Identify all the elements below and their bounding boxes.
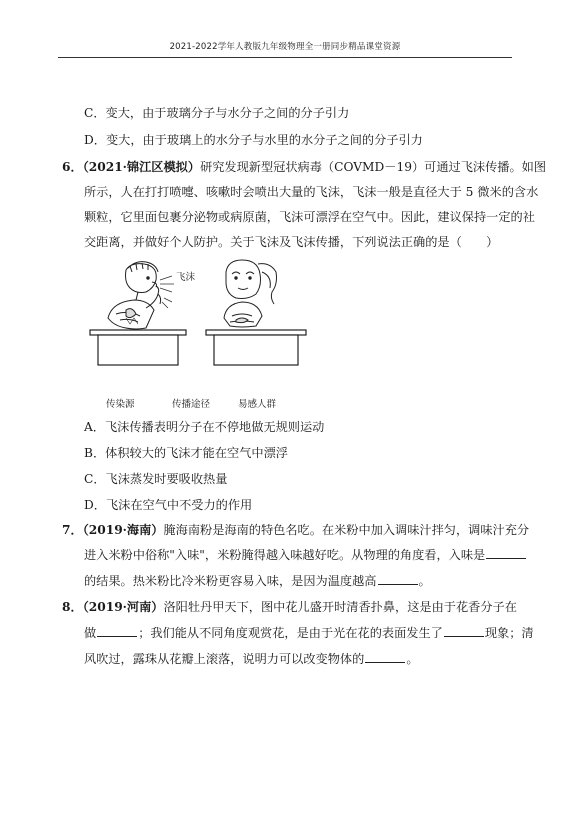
q8-stem-line3: [84, 650, 419, 668]
q7-text-2: 进入米粉中俗称"入味"，米粉腌得越入味越好吃。从物理的角度看，入味是: [84, 548, 486, 562]
q7-number: 7．: [62, 523, 83, 537]
q6-stem-line4: 交距离，并做好个人防护。关于飞沫及飞沫传播，下列说法正确的是（ ）: [84, 235, 499, 249]
q8-number: 8．: [62, 600, 83, 614]
label-infection-source: 传染源: [106, 399, 135, 410]
q6-text-1: 研究发现新型冠状病毒（COVMD－19）可通过飞沫传播。如图: [200, 160, 547, 174]
q8-answer-blank-2[interactable]: [444, 624, 484, 637]
q6-figure-drawing: [86, 258, 311, 410]
q8-answer-blank-3[interactable]: [365, 650, 405, 663]
q6-option-b: B．体积较大的飞沫才能在空气中漂浮: [84, 446, 288, 460]
q7-source: （2019·海南）: [82, 523, 164, 537]
q8-text-2c: 现象；清: [484, 626, 534, 640]
q6-option-d: D．飞沫在空气中不受力的作用: [84, 498, 253, 512]
label-susceptible-population: 易感人群: [238, 399, 277, 410]
q8-text-3b: 。: [406, 652, 419, 666]
q8-answer-blank-1[interactable]: [97, 624, 137, 637]
q8-stem-line1: [62, 598, 517, 616]
droplet-spray-lines: [160, 276, 174, 308]
droplet-label: 飞沫: [176, 272, 196, 283]
q7-answer-blank-1[interactable]: [486, 546, 526, 559]
q6-option-c: C．飞沫蒸发时要吸收热量: [84, 472, 228, 486]
q8-stem-line2: [84, 624, 534, 642]
q5-option-d: D．变大，由于玻璃上的水分子与水里的水分子之间的分子引力: [84, 133, 423, 147]
q7-stem-line1: [62, 521, 529, 539]
q7-text-3a: 的结果。热米粉比冷米粉更容易入味，是因为温度越高: [84, 574, 377, 588]
q8-source: （2019·河南）: [82, 600, 164, 614]
label-transmission-route: 传播途径: [172, 399, 211, 410]
header-divider: [58, 57, 512, 58]
q7-text-1: 腌海南粉是海南的特色名吃。在米粉中加入调味汁拌匀，调味汁充分: [163, 523, 530, 537]
q7-stem-line2: [84, 546, 527, 564]
q8-text-1: 洛阳牡丹甲天下，图中花儿盛开时清香扑鼻，这是由于花香分子在: [163, 600, 517, 614]
q6-stem-line2: 所示，人在打打喷嚏、咳嗽时会喷出大量的飞沫，飞沫一般是直径大于 5 微米的含水: [84, 185, 539, 199]
q6-figure-droplet-transmission: [86, 258, 311, 410]
q8-text-2a: 做: [84, 626, 97, 640]
q6-stem-line3: 颗粒，它里面包裹分泌物或病原菌，飞沫可漂浮在空气中。因此，建议保持一定的社: [84, 210, 535, 224]
q6-source: （2021·锦江区模拟）: [82, 160, 201, 174]
sneezing-person-illustration: [108, 262, 161, 329]
q6-number: 6．: [62, 160, 83, 174]
q8-text-2b: ；我们能从不同角度观赏花，是由于光在花的表面发生了: [138, 626, 443, 640]
page-header: 2021-2022学年人教版九年级物理全一册同步精品课堂资源: [169, 42, 401, 52]
q5-option-c: C．变大，由于玻璃分子与水分子之间的分子引力: [84, 106, 350, 120]
q7-stem-line3: [84, 572, 431, 590]
q7-text-3b: 。: [418, 574, 431, 588]
host-table: [206, 330, 306, 365]
source-table: [90, 330, 186, 365]
q6-option-a: A．飞沫传播表明分子在不停地做无规则运动: [84, 420, 325, 434]
q6-stem-line1: [62, 158, 546, 176]
q7-answer-blank-2[interactable]: [378, 572, 418, 585]
q8-text-3a: 风吹过，露珠从花瓣上滚落，说明力可以改变物体的: [84, 652, 365, 666]
susceptible-person-illustration: [224, 260, 277, 327]
